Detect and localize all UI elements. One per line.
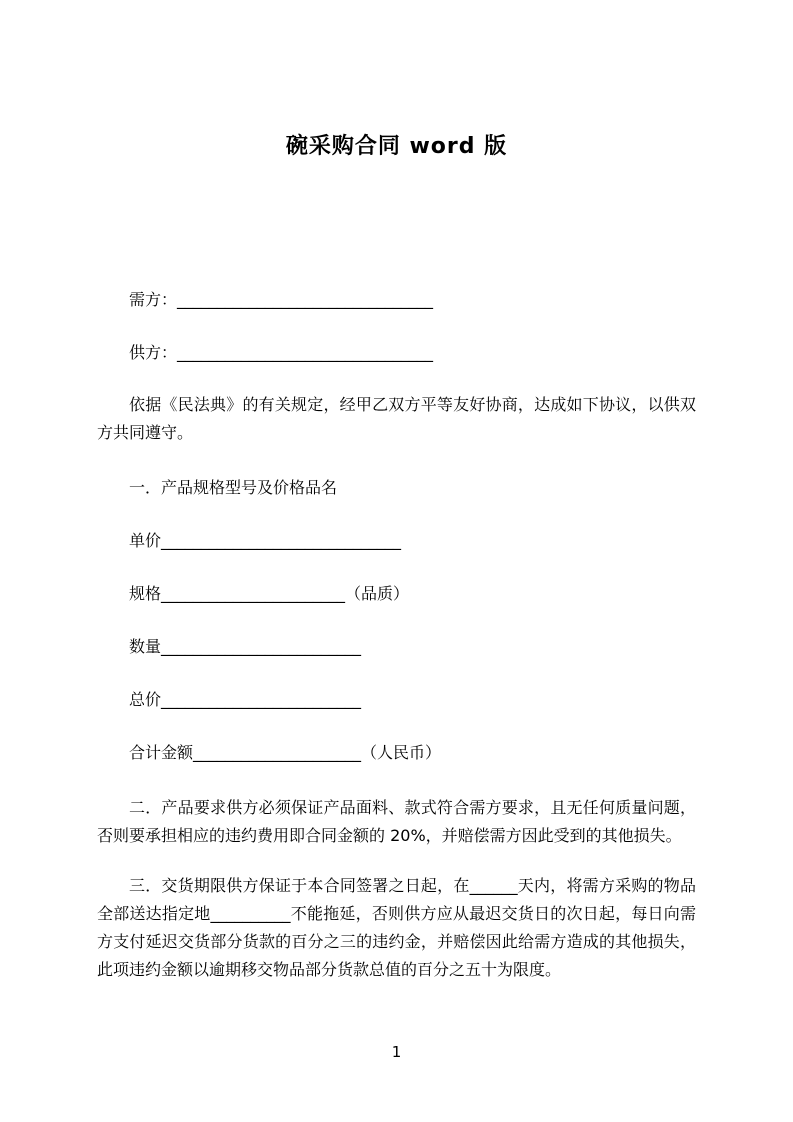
preamble-paragraph: 依据《民法典》的有关规定，经甲乙双方平等友好协商，达成如下协议，以供双方共同遵守。: [97, 395, 696, 442]
specification-suffix: （品质）: [345, 584, 410, 603]
field-row-unit-price: [97, 527, 696, 555]
specification-blank: _______________________: [161, 584, 346, 603]
unit-price-label: 单价: [129, 531, 162, 550]
total-amount-suffix: （人民币）: [361, 743, 442, 762]
specification-label: 规格: [129, 584, 162, 603]
field-row-total-price: [97, 686, 696, 714]
field-row-quantity: [97, 633, 696, 661]
section-three-paragraph: 三．交货期限供方保证于本合同签署之日起，在______天内，将需方采购的物品全部送达指定地__________不能拖延，否则供方应从最迟交货日的次日起，每日向需方支付延迟交货部分货款的百分之三的违约金，并赔偿因此给需方造成的其他损失，此项违约金额以逾期移交物品部分货款总值的百分之五十为限度。: [97, 876, 696, 979]
document-title: 碗采购合同 word 版: [285, 134, 508, 159]
quantity-label: 数量: [129, 637, 162, 656]
demander-label: 需方：: [129, 290, 178, 309]
page-number: 1: [391, 1043, 402, 1061]
document-content: [97, 0, 696, 984]
total-amount-label: 合计金额: [129, 743, 194, 762]
total-price-blank: _________________________: [161, 690, 362, 709]
total-price-label: 总价: [129, 690, 162, 709]
total-amount-blank: _____________________: [193, 743, 362, 762]
unit-price-blank: ______________________________: [161, 531, 402, 550]
quantity-blank: _________________________: [161, 637, 362, 656]
party-line-demander: [97, 286, 696, 314]
demander-blank: ________________________________: [177, 290, 434, 309]
supplier-label: 供方：: [129, 343, 178, 362]
field-row-specification: [97, 580, 696, 608]
supplier-blank: ________________________________: [177, 343, 434, 362]
party-line-supplier: [97, 339, 696, 367]
section-two-paragraph: 二．产品要求供方必须保证产品面料、款式符合需方要求，且无任何质量问题，否则要承担相应的违约费用即合同金额的 20%，并赔偿需方因此受到的其他损失。: [97, 798, 696, 845]
field-row-total-amount: [97, 739, 696, 767]
section-one-heading: 一．产品规格型号及价格品名: [129, 478, 338, 497]
